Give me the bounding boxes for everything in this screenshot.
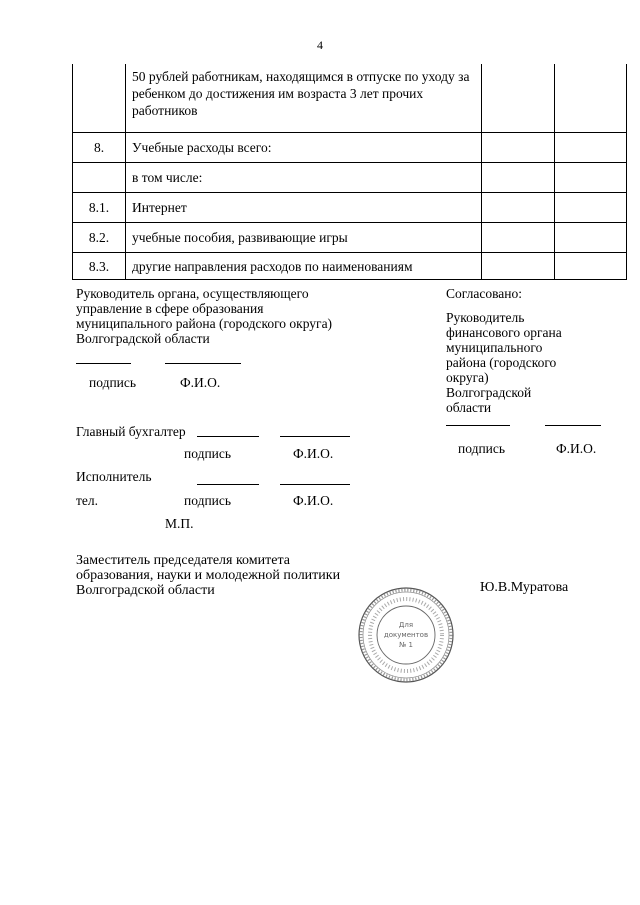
row-number: 8. xyxy=(73,133,126,163)
empty-cell xyxy=(482,253,555,280)
stamp-seal-icon xyxy=(356,585,456,685)
signature-caption: подпись xyxy=(184,446,232,461)
left-signer-line: Руководитель органа, осуществляющего xyxy=(76,286,309,301)
row-number: 8.3. xyxy=(73,253,126,280)
name-caption: Ф.И.О. xyxy=(293,446,334,461)
empty-cell xyxy=(482,223,555,253)
right-signer-line: Волгоградской xyxy=(446,385,532,400)
row-text: Учебные расходы всего: xyxy=(126,133,482,163)
empty-cell xyxy=(555,193,627,223)
name-line xyxy=(280,484,350,485)
empty-cell xyxy=(482,193,555,223)
table-row xyxy=(73,163,627,193)
right-signer-line: области xyxy=(446,400,492,415)
row-number: 8.2. xyxy=(73,223,126,253)
row-text: Интернет xyxy=(126,193,482,223)
left-signer-line: Волгоградской области xyxy=(76,331,210,346)
row-text: другие направления расходов по наименованиям xyxy=(126,253,482,280)
name-line xyxy=(280,436,350,437)
left-signer-line: муниципального района (городского округа) xyxy=(76,316,333,331)
empty-cell xyxy=(555,133,627,163)
right-signer-line: Руководитель xyxy=(446,310,525,325)
name-line xyxy=(165,363,241,364)
table-row xyxy=(73,253,627,280)
signature-caption: подпись xyxy=(89,375,137,390)
signature-caption: подпись xyxy=(184,493,232,508)
empty-cell xyxy=(555,223,627,253)
empty-cell xyxy=(482,133,555,163)
table-row xyxy=(73,133,627,163)
signature-line xyxy=(197,484,259,485)
table-row xyxy=(73,193,627,223)
seal-place: М.П. xyxy=(165,516,194,531)
deputy-line: Заместитель председателя комитета xyxy=(76,553,290,568)
empty-cell xyxy=(555,253,627,280)
table-row xyxy=(73,223,627,253)
name-caption: Ф.И.О. xyxy=(180,375,221,390)
row-number xyxy=(73,163,126,193)
deputy-line: образования, науки и молодежной политики xyxy=(76,568,341,583)
left-signer-title xyxy=(76,286,332,346)
signature-line xyxy=(446,425,510,426)
signature-line xyxy=(197,436,259,437)
signature-line xyxy=(76,363,131,364)
name-caption: Ф.И.О. xyxy=(293,493,334,508)
row-text: в том числе: xyxy=(126,163,482,193)
right-signer-title xyxy=(446,310,562,415)
deputy-line: Волгоградской области xyxy=(76,583,215,598)
right-signer-line: финансового органа xyxy=(446,325,562,340)
empty-cell xyxy=(555,64,627,133)
name-caption: Ф.И.О. xyxy=(556,441,597,456)
empty-cell xyxy=(555,163,627,193)
stamp-line: Для xyxy=(398,621,414,629)
agreed-label: Согласовано: xyxy=(446,286,522,301)
empty-cell xyxy=(482,163,555,193)
budget-table xyxy=(72,64,627,280)
deputy-title xyxy=(76,553,340,598)
signature-caption: подпись xyxy=(458,441,506,456)
chief-accountant-label: Главный бухгалтер xyxy=(76,424,186,439)
page-number: 4 xyxy=(317,38,323,52)
row-text: учебные пособия, развивающие игры xyxy=(126,223,482,253)
right-signer-line: района (городского xyxy=(446,355,557,370)
row-number xyxy=(73,64,126,133)
right-signer-line: округа) xyxy=(446,370,489,385)
row-text: 50 рублей работникам, находящимся в отпуске по уходу за ребенком до достижения им возраста 3 лет прочих работников xyxy=(126,64,482,133)
name-line xyxy=(545,425,601,426)
stamp-line: № 1 xyxy=(399,641,413,649)
table-row xyxy=(73,64,627,133)
row-number: 8.1. xyxy=(73,193,126,223)
empty-cell xyxy=(482,64,555,133)
deputy-name: Ю.В.Муратова xyxy=(480,580,569,595)
phone-label: тел. xyxy=(76,493,99,508)
left-signer-line: управление в сфере образования xyxy=(76,301,264,316)
right-signer-line: муниципального xyxy=(446,340,543,355)
executor-label: Исполнитель xyxy=(76,469,152,484)
stamp-line: документов xyxy=(383,631,429,639)
